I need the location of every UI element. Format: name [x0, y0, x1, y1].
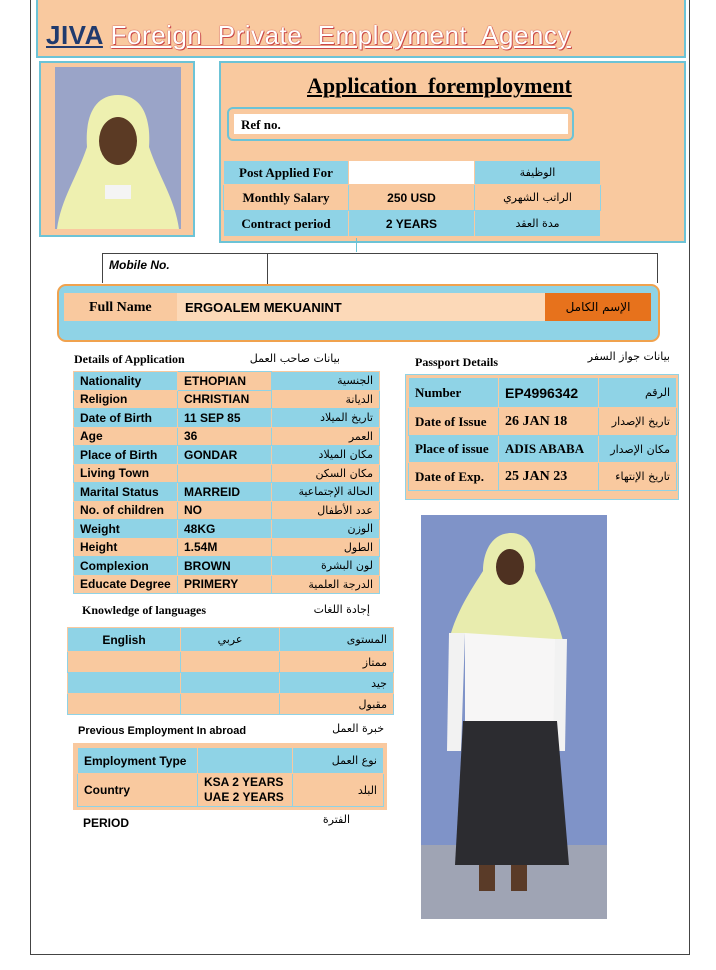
details-label: Living Town — [74, 464, 178, 483]
header-banner — [36, 0, 686, 58]
passport-value: EP4996342 — [499, 378, 599, 408]
passport-row — [409, 436, 677, 463]
languages-arabic-cell[interactable] — [181, 673, 280, 694]
details-row — [74, 390, 380, 409]
details-table — [73, 371, 380, 594]
details-label: Place of Birth — [74, 446, 178, 465]
passport-arabic: تاريخ الإصدار — [599, 408, 677, 436]
job-arabic: الراتب الشهري — [475, 185, 601, 211]
passport-label: Date of Exp. — [409, 463, 499, 491]
fullname-label: Full Name — [89, 300, 152, 315]
details-arabic: الوزن — [272, 520, 380, 539]
details-label: Date of Birth — [74, 409, 178, 428]
agency-name: Foreign Private Employment Agency — [110, 20, 571, 50]
job-value: 2 YEARS — [349, 211, 475, 237]
agency-title — [46, 20, 571, 51]
languages-level: جيد — [280, 673, 394, 694]
details-row — [74, 446, 380, 465]
passport-title: Passport Details — [415, 355, 498, 369]
full-body-photo — [421, 515, 607, 919]
experience-country-line: KSA 2 YEARS — [204, 775, 284, 789]
experience-title-arabic: خبرة العمل — [332, 722, 384, 735]
languages-level: ممتاز — [280, 652, 394, 673]
job-label: Contract period — [224, 211, 349, 237]
details-value: MARREID — [178, 483, 272, 502]
period-arabic: الفترة — [322, 813, 350, 826]
passport-arabic: مكان الإصدار — [599, 436, 677, 463]
languages-arabic-cell[interactable] — [181, 694, 280, 715]
mobile-label: Mobile No. — [109, 258, 170, 272]
experience-table — [77, 747, 384, 807]
experience-title: Previous Employment In abroad — [78, 725, 247, 737]
mobile-row — [102, 253, 658, 283]
languages-english: English — [68, 628, 181, 652]
period-label: PERIOD — [83, 816, 130, 830]
details-value: PRIMERY — [178, 575, 272, 594]
job-arabic: مدة العقد — [475, 211, 601, 237]
details-label: Religion — [74, 390, 178, 409]
job-value[interactable] — [349, 161, 475, 185]
details-arabic: الجنسية — [272, 372, 380, 391]
details-row — [74, 538, 380, 557]
details-label: Height — [74, 538, 178, 557]
details-arabic: الدرجة العلمية — [272, 575, 380, 594]
details-value: NO — [178, 501, 272, 520]
experience-country-line: UAE 2 YEARS — [204, 790, 284, 804]
details-row — [74, 427, 380, 446]
languages-english-cell[interactable] — [68, 652, 181, 673]
details-row — [74, 501, 380, 520]
details-row — [74, 372, 380, 391]
job-table — [223, 160, 601, 237]
details-label: Complexion — [74, 557, 178, 576]
page-border-bottom — [30, 954, 690, 955]
job-arabic: الوظيفة — [475, 161, 601, 185]
passport-row — [409, 463, 677, 491]
passport-table — [408, 377, 677, 491]
form-title: Application foremployment — [307, 73, 572, 98]
languages-table — [67, 627, 394, 715]
job-row-contract — [224, 211, 601, 237]
details-arabic: الديانة — [272, 390, 380, 409]
languages-head-row — [68, 628, 394, 652]
passport-row — [409, 378, 677, 408]
job-row-post — [224, 161, 601, 185]
languages-row — [68, 694, 394, 715]
experience-country-value — [198, 774, 293, 807]
details-value: BROWN — [178, 557, 272, 576]
small-photo-frame — [39, 61, 195, 237]
details-value: 1.54M — [178, 538, 272, 557]
divider-tick — [356, 238, 357, 252]
details-arabic: الطول — [272, 538, 380, 557]
details-value — [178, 464, 272, 483]
experience-type-row — [78, 748, 384, 774]
passport-arabic: تاريخ الإنتهاء — [599, 463, 677, 491]
job-label: Monthly Salary — [224, 185, 349, 211]
details-arabic: الحالة الإجتماعية — [272, 483, 380, 502]
details-row — [74, 464, 380, 483]
fullname-value: ERGOALEM MEKUANINT — [185, 300, 342, 315]
experience-country-label: Country — [78, 774, 198, 807]
details-row — [74, 483, 380, 502]
languages-title-arabic: إجادة اللغات — [313, 603, 370, 616]
details-arabic: مكان الميلاد — [272, 446, 380, 465]
passport-arabic: الرقم — [599, 378, 677, 408]
ref-label: Ref no. — [241, 117, 281, 132]
details-title: Details of Application — [74, 352, 185, 366]
portrait-photo — [55, 67, 181, 229]
experience-country-row — [78, 774, 384, 807]
passport-label: Place of issue — [409, 436, 499, 463]
details-label: Age — [74, 427, 178, 446]
details-label: Weight — [74, 520, 178, 539]
details-value: 48KG — [178, 520, 272, 539]
experience-type-value[interactable] — [198, 748, 293, 774]
details-label: Educate Degree — [74, 575, 178, 594]
page-border-left — [30, 0, 31, 955]
passport-row — [409, 408, 677, 436]
languages-arabic: عربي — [181, 628, 280, 652]
passport-label: Number — [409, 378, 499, 408]
details-value: GONDAR — [178, 446, 272, 465]
languages-row — [68, 673, 394, 694]
brand-name: JIVA — [46, 20, 103, 50]
details-value: 11 SEP 85 — [178, 409, 272, 428]
job-row-salary — [224, 185, 601, 211]
details-value: ETHOPIAN — [178, 372, 272, 391]
passport-value: 25 JAN 23 — [499, 463, 599, 491]
details-row — [74, 520, 380, 539]
passport-value: 26 JAN 18 — [499, 408, 599, 436]
experience-type-label: Employment Type — [78, 748, 198, 774]
details-row — [74, 557, 380, 576]
details-arabic: لون البشرة — [272, 557, 380, 576]
details-value: CHRISTIAN — [178, 390, 272, 409]
languages-title: Knowledge of languages — [82, 603, 207, 617]
languages-english-cell[interactable] — [68, 673, 181, 694]
languages-level-head: المستوى — [280, 628, 394, 652]
details-row — [74, 575, 380, 594]
job-value: 250 USD — [349, 185, 475, 211]
fullname-arabic: الإسم الكامل — [545, 293, 651, 321]
experience-country-arabic: البلد — [293, 774, 384, 807]
ref-box — [227, 107, 574, 141]
languages-level: مقبول — [280, 694, 394, 715]
passport-value: ADIS ABABA — [499, 436, 599, 463]
details-label: Marital Status — [74, 483, 178, 502]
experience-type-arabic: نوع العمل — [293, 748, 384, 774]
details-label: Nationality — [74, 372, 178, 391]
details-row — [74, 409, 380, 428]
languages-arabic-cell[interactable] — [181, 652, 280, 673]
fullname-box — [57, 284, 660, 342]
passport-title-arabic: بيانات جواز السفر — [587, 350, 670, 363]
page-border-right — [689, 0, 690, 955]
passport-label: Date of Issue — [409, 408, 499, 436]
details-label: No. of children — [74, 501, 178, 520]
details-value: 36 — [178, 427, 272, 446]
job-label: Post Applied For — [224, 161, 349, 185]
details-title-arabic: بيانات صاحب العمل — [249, 352, 340, 365]
languages-row — [68, 652, 394, 673]
details-arabic: مكان السكن — [272, 464, 380, 483]
details-arabic: عدد الأطفال — [272, 501, 380, 520]
details-arabic: العمر — [272, 427, 380, 446]
details-arabic: تاريخ الميلاد — [272, 409, 380, 428]
languages-english-cell[interactable] — [68, 694, 181, 715]
